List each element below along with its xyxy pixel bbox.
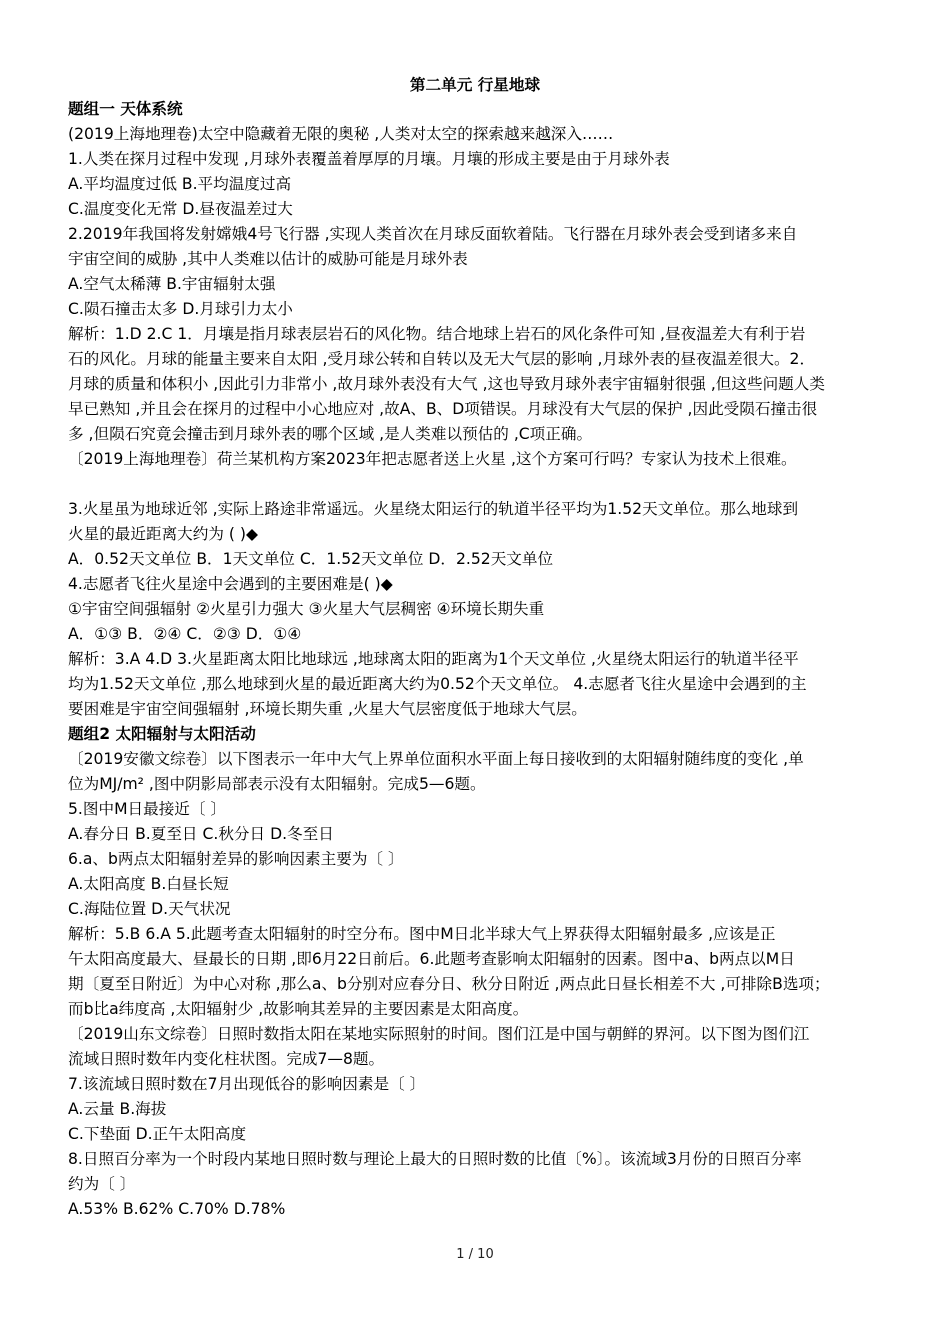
question-4: 4.志愿者飞往火星途中会遇到的主要困难是( )◆ [68,575,393,593]
page-number: 1 / 10 [456,1247,494,1262]
text-line: 〔2019上海地理卷〕荷兰某机构方案2023年把志愿者送上火星 ,这个方案可行吗？专家认为技术上很难。 [68,450,797,468]
question-7: 7.该流域日照时数在7月出现低谷的影响因素是〔 〕 [68,1075,426,1093]
question-2: 2.2019年我国将发射嫦娥4号飞行器 ,实现人类首次在月球反面软着陆。飞行器在月球外表会受到诸多来自 [68,225,798,243]
explanation-line: 而b比a纬度高 ,太阳辐射少 ,故影响其差异的主要因素是太阳高度。 [68,1000,529,1018]
options-line: C.下垫面 D.正午太阳高度 [68,1125,247,1143]
explanation-line: 月球的质量和体积小 ,因此引力非常小 ,故月球外表没有大气 ,这也导致月球外表宇宙辐射很强 ,但这些问题人类 [68,375,825,393]
explanation-line: 解析：3.A 4.D 3.火星距离太阳比地球远 ,地球离太阳的距离为1个天文单位 ,火星绕太阳运行的轨道半径平 [68,650,799,668]
explanation-line: 早已熟知 ,并且会在探月的过程中小心地应对 ,故A、B、D项错误。月球没有大气层的保护 ,因此受陨石撞击很 [68,400,818,418]
page-title: 第二单元 行星地球 [409,76,541,94]
options-line: A.空气太稀薄 B.宇宙辐射太强 [68,275,276,293]
options-line: A.53% B.62% C.70% D.78% [68,1200,286,1218]
options-line: A．①③ B．②④ C．②③ D．①④ [68,625,302,643]
explanation-line: 石的风化。月球的能量主要来自太阳 ,受月球公转和自转以及无大气层的影响 ,月球外表的昼夜温差很大。2． [68,350,816,368]
explanation-line: 期〔夏至日附近〕为中心对称 ,那么a、b分别对应春分日、秋分日附近 ,两点此日昼长相差不大 ,可排除B选项； [68,975,830,993]
options-line: A．0.52天文单位 B．1天文单位 C．1.52天文单位 D．2.52天文单位 [68,550,554,568]
options-line: A.云量 B.海拔 [68,1100,167,1118]
text-line: 宇宙空间的威胁 ,其中人类难以估计的威胁可能是月球外表 [68,250,468,268]
question-3: 3.火星虽为地球近邻 ,实际上路途非常遥远。火星绕太阳运行的轨道半径平均为1.52天文单位。那么地球到 [68,500,799,518]
explanation-line: 均为1.52天文单位 ,那么地球到火星的最近距离大约为0.52个天文单位。 4.志愿者飞往火星途中会遇到的主 [68,675,807,693]
options-line: C.温度变化无常 D.昼夜温差过大 [68,200,293,218]
options-line: C.陨石撞击太多 D.月球引力太小 [68,300,293,318]
text-line: 〔2019安徽文综卷〕以下图表示一年中大气上界单位面积水平面上每日接收到的太阳辐射随纬度的变化 ,单 [68,750,804,768]
explanation-line: 要困难是宇宙空间强辐射 ,环境长期失重 ,火星大气层密度低于地球大气层。 [68,700,587,718]
question-6: 6.a、b两点太阳辐射差异的影响因素主要为〔 〕 [68,850,404,868]
explanation-line: 解析：5.B 6.A 5.此题考查太阳辐射的时空分布。图中M日北半球大气上界获得太阳辐射最多 ,应该是正 [68,925,776,943]
text-line: ①宇宙空间强辐射 ②火星引力强大 ③火星大气层稠密 ④环境长期失重 [68,600,545,618]
text-line: 〔2019山东文综卷〕日照时数指太阳在某地实际照射的时间。图们江是中国与朝鲜的界河。以下图为图们江 [68,1025,810,1043]
question-5: 5.图中M日最接近〔 〕 [68,800,227,818]
text-line: 火星的最近距离大约为 ( )◆ [68,525,259,543]
section-heading-1: 题组一 天体系统 [68,100,183,118]
options-line: A.平均温度过低 B.平均温度过高 [68,175,292,193]
options-line: A.春分日 B.夏至日 C.秋分日 D.冬至日 [68,825,334,843]
explanation-line: 多 ,但陨石究竟会撞击到月球外表的哪个区域 ,是人类难以预估的 ,C项正确。 [68,425,593,443]
text-line: 位为MJ/m² ,图中阴影局部表示没有太阳辐射。完成5—6题。 [68,775,486,793]
section-heading-2: 题组2 太阳辐射与太阳活动 [68,725,256,743]
text-line: 约为〔 〕 [68,1175,136,1193]
explanation-line: 解析：1.D 2.C 1．月壤是指月球表层岩石的风化物。结合地球上岩石的风化条件可知 ,昼夜温差大有利于岩 [68,325,806,343]
options-line: C.海陆位置 D.天气状况 [68,900,231,918]
options-line: A.太阳高度 B.白昼长短 [68,875,229,893]
text-line: (2019上海地理卷)太空中隐藏着无限的奥秘 ,人类对太空的探索越来越深入…… [68,125,614,143]
question-8: 8.日照百分率为一个时段内某地日照时数与理论上最大的日照时数的比值〔%〕。该流域3月份的日照百分率 [68,1150,802,1168]
explanation-line: 午太阳高度最大、昼最长的日期 ,即6月22日前后。6.此题考查影响太阳辐射的因素。图中a、b两点以M日 [68,950,795,968]
text-line: 流域日照时数年内变化柱状图。完成7—8题。 [68,1050,385,1068]
question-1: 1.人类在探月过程中发现 ,月球外表覆盖着厚厚的月壤。月壤的形成主要是由于月球外表 [68,150,670,168]
